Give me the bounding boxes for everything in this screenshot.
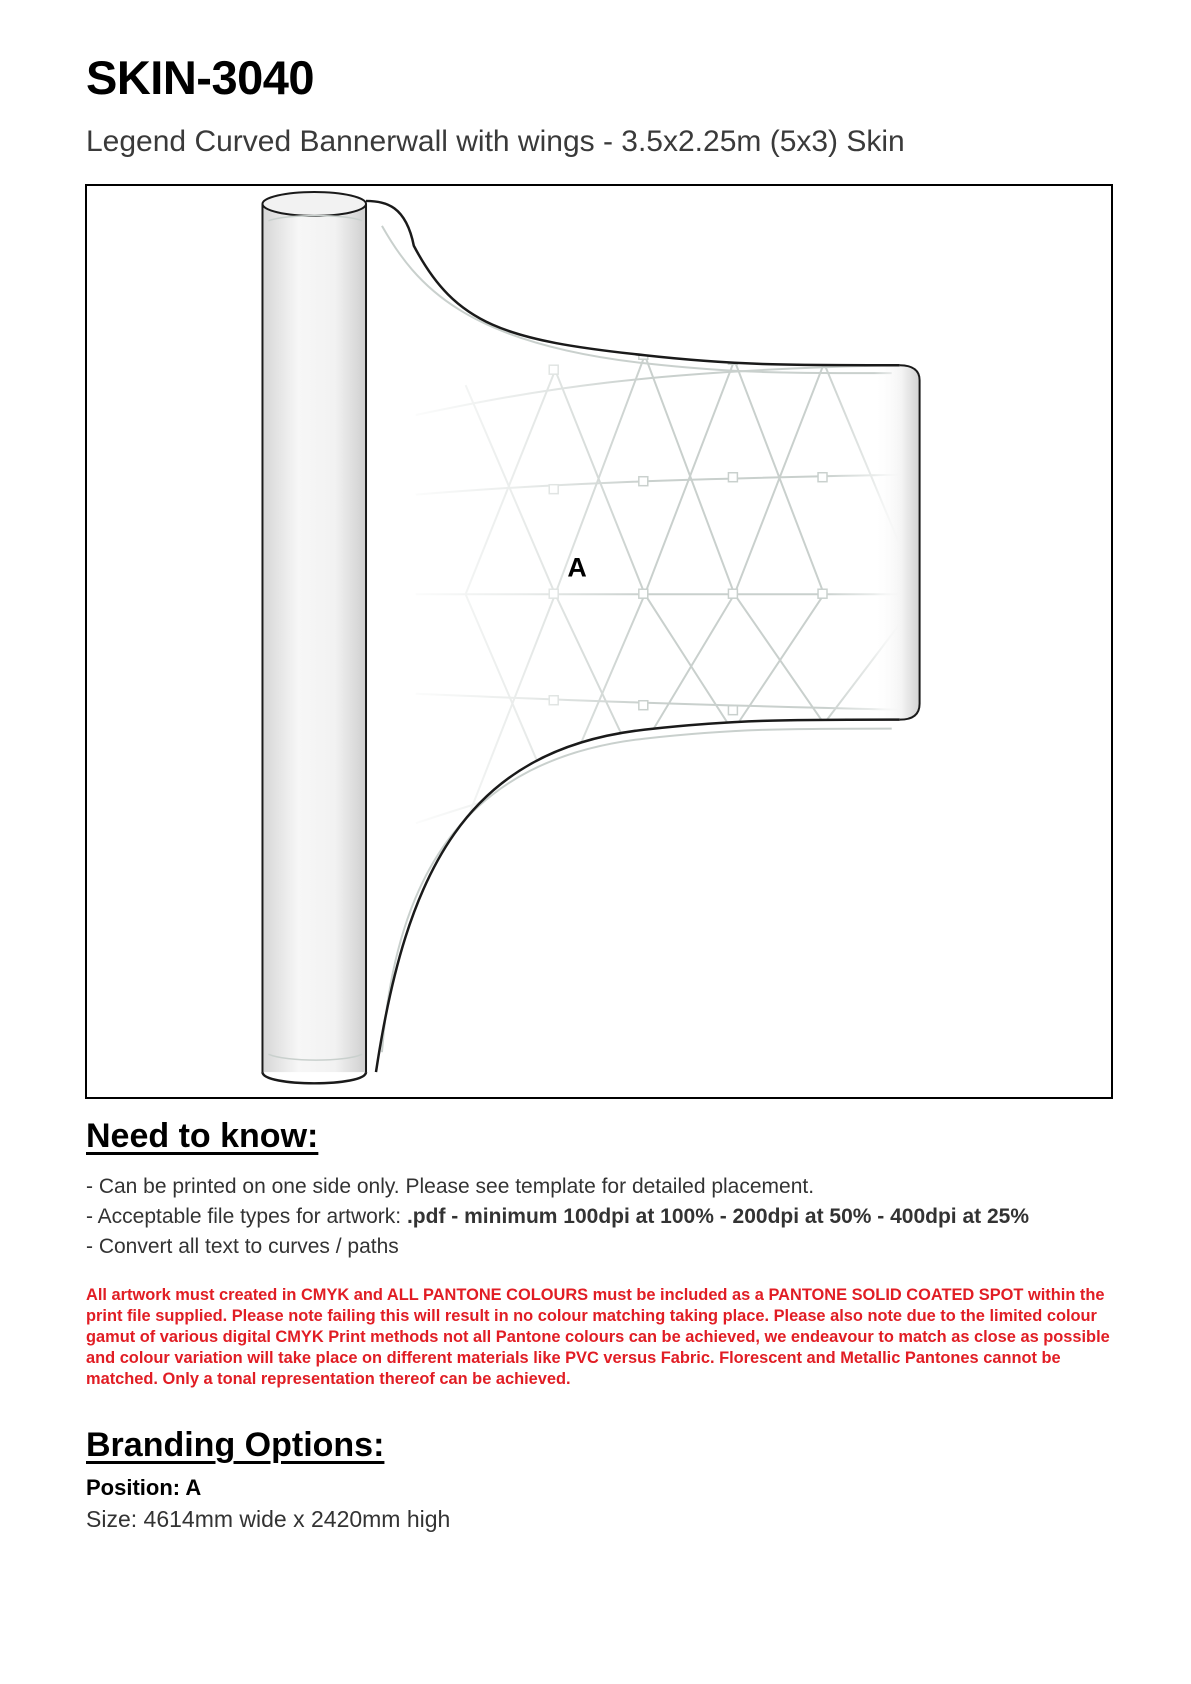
left-cylinder: [262, 192, 366, 1083]
position-title: Position: A: [86, 1475, 202, 1500]
need-to-know-heading: Need to know:: [86, 1117, 319, 1155]
branding-options-heading: Branding Options:: [86, 1426, 385, 1464]
product-diagram: [85, 184, 1113, 1099]
need-to-know-list: [86, 1172, 1029, 1262]
file-type-requirements: .pdf - minimum 100dpi at 100% - 200dpi at 50% - 400dpi at 25%: [406, 1205, 1029, 1228]
cmyk-pantone-warning: All artwork must created in CMYK and ALL PANTONE COLOURS must be included as a PANTONE SOLID COATED SPOT within the print file supplied. Please note failing this will result in no colour matching taking place. Please also note due to the limited colour gamut of various digital CMYK Print methods not all Pantone colours can be achieved, we endeavour to match as close as possible and colour variation will take place on different materials like PVC versus Fabric. Florescent and Metallic Pantones cannot be matched. Only a tonal representation thereof can be achieved.: [86, 1286, 1110, 1388]
list-item: [86, 1202, 1029, 1232]
product-subtitle: Legend Curved Bannerwall with wings - 3.5x2.25m (5x3) Skin: [86, 125, 905, 158]
page-title: SKIN-3040: [86, 51, 314, 104]
position-a-label: A: [567, 552, 587, 583]
list-item: [86, 1232, 1029, 1262]
list-item: [86, 1172, 1029, 1202]
list-item-text: - Convert all text to curves / paths: [86, 1235, 399, 1258]
list-item-text: - Can be printed on one side only. Please see template for detailed placement.: [86, 1175, 815, 1198]
position-size: Size: 4614mm wide x 2420mm high: [86, 1506, 451, 1532]
right-end-cap: [874, 363, 920, 723]
list-item-text: - Acceptable file types for artwork:: [86, 1205, 407, 1228]
bannerwall-illustration: [87, 186, 1111, 1097]
